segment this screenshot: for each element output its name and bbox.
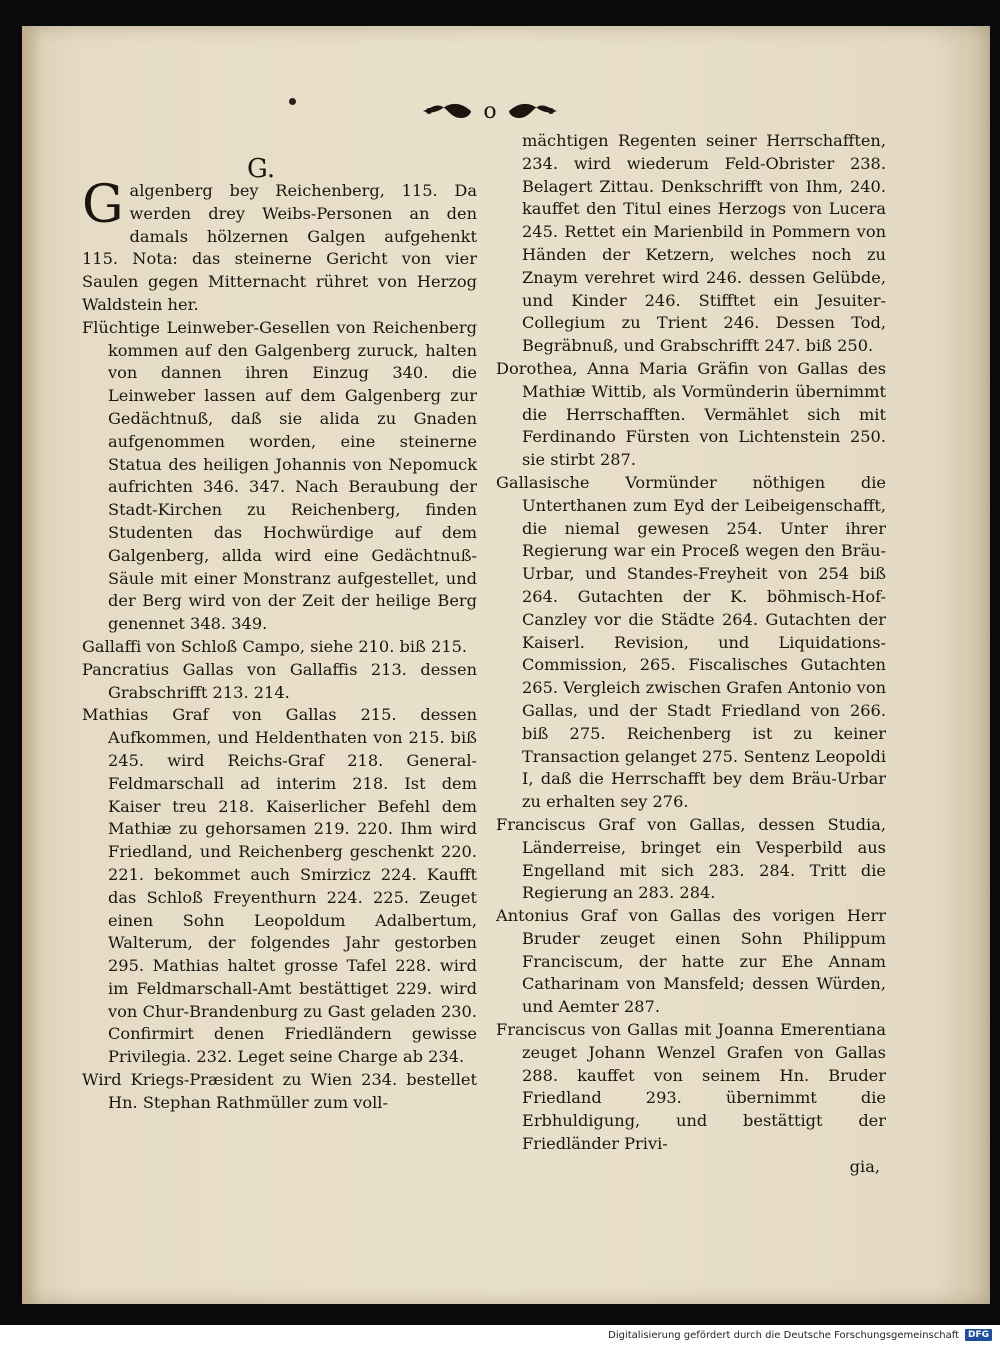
ink-spot [289,98,296,105]
index-entry: Antonius Graf von Gallas des vorigen Herr Bruder zeuget einen Sohn Philippum Franciscum, der hatte zur Ehe Annam Catharinam von Mansfeld; dessen Würden, und Aemter 287. [496,906,886,1017]
index-entry: Franciscus Graf von Gallas, dessen Studia, Länderreise, bringet ein Vesperbild aus Engelland mit sich 283. 284. Tritt die Regierung an 283. 284. [496,814,886,903]
header-ornament [400,96,580,126]
index-entry: Dorothea, Anna Maria Gräfin von Gallas des Mathiæ Wittib, als Vormünderin übernimmt die Herrschafften. Vermählet sich mit Ferdinando Fürsten von Lichtenstein 250. sie stirbt 287. [496,358,886,470]
page-gutter-shadow [22,26,42,1304]
left-column [82,175,477,1115]
section-letter: G. [247,154,276,184]
ornament-center: o [483,98,497,124]
continued-entry: mächtigen Regenten seiner Herrschafften, 234. wird wiederum Feld-Obrister 238. Belagert Zittau. Denkschrifft von Ihm, 240. kauffet den Titul eines Herzogs von Lucera 245. Rettet ein Marienbild in Pommern von Händen der Ketzern, welches noch zu Znaym verehret wird 246. dessen Gelübde, und Kinder 246. Stifftet ein Jesuiter-Collegium zu Trient 246. Dessen Tod, Begräbnuß, und Grabschrifft 247. biß 250. [522,131,886,356]
index-entry: Pancratius Gallas von Gallaffis 213. dessen Grabschrifft 213. 214. [82,659,477,702]
index-entry: Wird Kriegs-Præsident zu Wien 234. bestellet Hn. Stephan Rathmüller zum voll- [82,1070,477,1112]
index-entry: Flüchtige Leinweber-Gesellen von Reichenberg kommen auf den Galgenberg zuruck, halten von dannen ihren Einzug 340. die Leinweber lassen auf dem Galgenberg zur Gedächtnuß, daß sie alida zu Gnaden aufgenommen worden, eine steinerne Statua des heiligen Johannis von Nepomuck aufrichten 346. 347. Nach Beraubung der Stadt-Kirchen zu Reichenberg, finden Studenten das Hochwürdige auf dem Galgenberg, allda wird eine Gedächtnuß-Säule mit einer Monstranz aufgestellet, und der Berg wird von der Zeit der heilige Berg genennet 348. 349. [82,317,477,634]
index-entry: Gallaffi von Schloß Campo, siehe 210. biß 215. [82,636,468,656]
digitization-footer [0,1325,1000,1345]
index-entry: Mathias Graf von Gallas 215. dessen Aufkommen, und Heldenthaten von 215. biß 245. wird Reichs-Graf 218. General-Feldmarschall ad interim 218. Ist dem Kaiser treu 218. Kaiserlicher Befehl dem Mathiæ zu gehorsamen 219. 220. Ihm wird Friedland, und Reichenberg geschenkt 220. 221. bekommet auch Smirzicz 224. Kaufft das Schloß Freyenthurn 224. 225. Zeuget einen Sohn Leopoldum Adalbertum, Walterum, der folgendes Jahr gestorben 295. Mathias haltet grosse Tafel 228. wird im Feldmarschall-Amt bestättiget 229. wird von Chur-Brandenburg zu Gast geladen 230. Confirmirt denen Friedländern gewisse Privilegia. 232. Leget seine Charge ab 234. [82,705,477,1067]
right-flourish-icon [507,100,559,122]
drop-initial: G [82,175,124,235]
index-entry: Gallasische Vormünder nöthigen die Unterthanen zum Eyd der Leibeigenschafft, die niemal gewesen 254. Unter ihrer Regierung war ein Proceß wegen den Bräu-Urbar, und Standes-Freyheit von 254 biß 264. Gutachten der K. böhmisch-Hof-Canzley vor die Städte 264. Gutachten der Kaiserl. Revision, und Liquidations-Commission, 265. Fiscalisches Gutachten 265. Vergleich zwischen Grafen Antonio von Gallas, und der Stadt Friedland von 266. biß 275. Reichenberg ist zu keiner Transaction gelanget 275. Sentenz Leopoldi I, daß die Herrschafft bey dem Bräu-Urbar zu erhalten sey 276. [496,472,886,812]
dfg-logo: DFG [965,1329,992,1341]
footer-text: Digitalisierung gefördert durch die Deutsche Forschungsgemeinschaft [608,1329,959,1341]
entry-text: algenberg bey Reichenberg, 115. Da werden drey Weibs-Personen an den damals hölzernen Galgen aufgehenkt 115. Nota: das steinerne Gericht von vier Saulen gegen Mitternacht rühret von Herzog Waldstein her. [82,181,477,314]
left-flourish-icon [421,100,473,122]
index-entry: Franciscus von Gallas mit Joanna Emerentiana zeuget Johann Wenzel Grafen von Gallas 288. kauffet von seinem Hn. Bruder Friedland 293. übernimmt die Erbhuldigung, und bestättigt der Friedländer Privi- [496,1020,886,1154]
index-entry [82,175,477,317]
catchword: gia, [849,1156,880,1176]
right-column [496,130,886,1179]
